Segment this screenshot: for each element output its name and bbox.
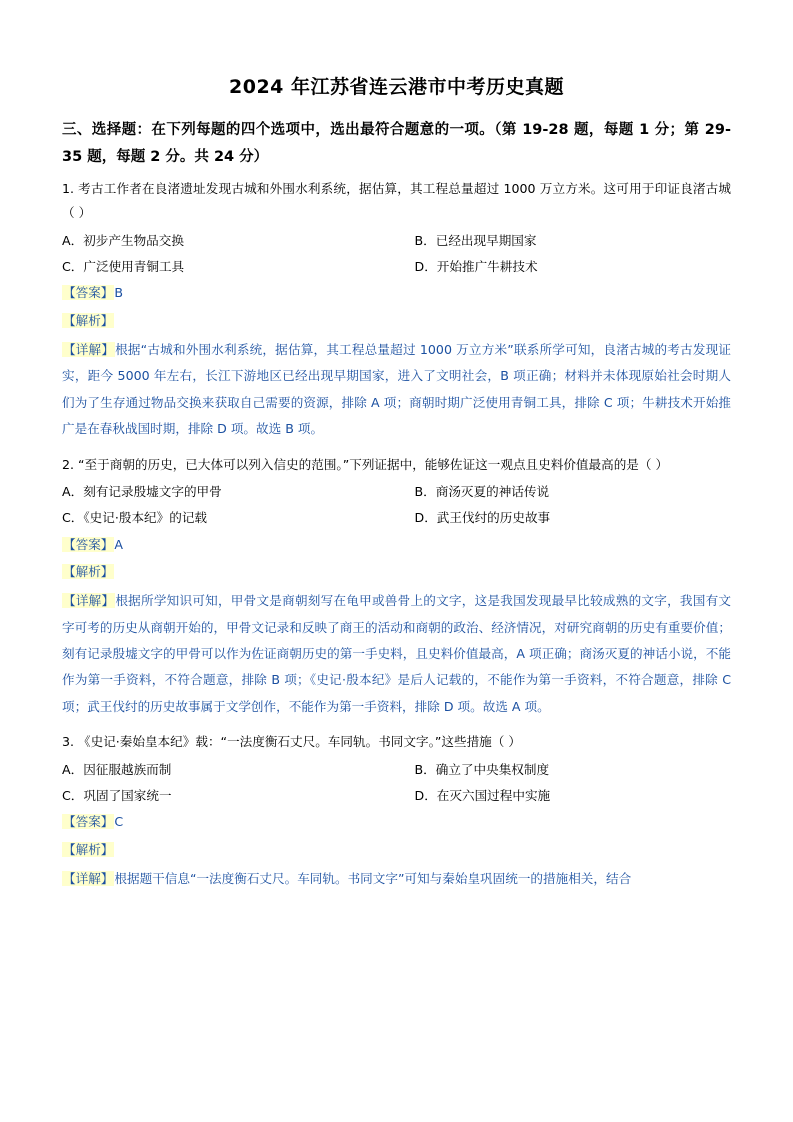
option-list	[62, 228, 731, 280]
option-b[interactable]: B．确立了中央集权制度	[414, 761, 550, 777]
analysis-tag: 【解析】	[63, 842, 114, 858]
question-stem: 2. “至于商朝的历史，已大体可以列入信史的范围。”下列证据中，能够佐证这一观点且史料价值最高的是（ ）	[62, 456, 669, 472]
option-d[interactable]: D．开始推广牛耕技术	[414, 258, 538, 274]
answer-tag: 【答案】	[63, 536, 114, 552]
spacer	[62, 720, 731, 726]
option-a[interactable]: A．初步产生物品交换	[62, 232, 184, 248]
detail-block	[62, 588, 731, 720]
question-stem: 3. 《史记·秦始皇本纪》载：“一法度衡石丈尺。车同轨。书同文字。”这些措施（ ）	[62, 734, 521, 750]
analysis-line	[62, 836, 731, 864]
answer-tag: 【答案】	[63, 285, 114, 301]
option-c[interactable]: C．《史记·殷本纪》的记载	[62, 509, 208, 525]
question-block	[62, 177, 731, 443]
analysis-line	[62, 307, 731, 335]
option-d[interactable]: D．在灭六国过程中实施	[414, 787, 551, 803]
question-block	[62, 730, 731, 892]
option-a[interactable]: A．刻有记录殷墟文字的甲骨	[62, 484, 222, 500]
option-d[interactable]: D．武王伐纣的历史故事	[414, 509, 551, 525]
detail-block	[62, 337, 731, 443]
detail-text: 根据所学知识可知，甲骨文是商朝刻写在龟甲或兽骨上的文字，这是我国发现最早比较成熟的文字，我国有文字可考的历史从商朝开始的，甲骨文记录和反映了商王的活动和商朝的政治、经济情况，对研究商朝的历史有重要价值；刻有记录殷墟文字的甲骨可以作为佐证商朝历史的第一手史料，且史料价值最高，A 项正确；商汤灭夏的神话小说，不能作为第一手资料，不符合题意，排除 B 项；《史记·殷本纪》是后人记载的，不能作为第一手资料，不符合题意，排除 C 项；武王伐纣的历史故事属于文学创作，不能作为第一手资料，排除 D 项。故选 A 项。	[62, 593, 732, 714]
option-c[interactable]: C．广泛使用青铜工具	[62, 258, 185, 274]
answer-line	[62, 279, 731, 307]
detail-block	[62, 866, 731, 892]
detail-tag: 【详解】	[63, 870, 114, 886]
option-c[interactable]: C．巩固了国家统一	[62, 787, 172, 803]
question-stem: 1. 考古工作者在良渚遗址发现古城和外围水利系统，据估算，其工程总量超过 1000 万立方米。这可用于印证良渚古城（ ）	[62, 180, 731, 221]
analysis-line	[62, 558, 731, 586]
option-b[interactable]: B．商汤灭夏的神话传说	[414, 484, 550, 500]
option-list	[62, 757, 731, 809]
question-block	[62, 453, 731, 721]
answer-value: B	[114, 285, 124, 301]
page-title: 2024 年江苏省连云港市中考历史真题	[229, 76, 564, 98]
spacer	[62, 443, 731, 449]
detail-text: 根据题干信息“一法度衡石丈尺。车同轨。书同文字”可知与秦始皇巩固统一的措施相关，结合	[114, 870, 632, 886]
detail-text: 根据“古城和外围水利系统，据估算，其工程总量超过 1000 万立方米”联系所学可知，良渚古城的考古发现证实，距今 5000 年左右，长江下游地区已经出现早期国家，进入了文明社会，B 项正确；材料并未体现原始社会时期人们为了生存通过物品交换来获取自己需要的资源，排除 A 项；商朝时期广泛使用青铜工具，排除 C 项；牛耕技术开始推广是在春秋战国时期，排除 D 项。故选 B 项。	[62, 341, 732, 437]
option-a[interactable]: A．因征服越族而制	[62, 761, 172, 777]
answer-line	[62, 531, 731, 559]
answer-value: A	[114, 536, 123, 552]
analysis-tag: 【解析】	[63, 313, 114, 329]
detail-tag: 【详解】	[63, 593, 115, 609]
section-heading: 三、选择题：在下列每题的四个选项中，选出最符合题意的一项。（第 19-28 题，每题 1 分；第 29-35 题，每题 2 分。共 24 分）	[62, 122, 731, 165]
answer-value: C	[114, 814, 124, 830]
detail-tag: 【详解】	[63, 341, 115, 357]
option-list	[62, 479, 731, 531]
answer-line	[62, 808, 731, 836]
answer-tag: 【答案】	[63, 814, 114, 830]
option-b[interactable]: B．已经出现早期国家	[414, 232, 537, 248]
analysis-tag: 【解析】	[63, 564, 114, 580]
